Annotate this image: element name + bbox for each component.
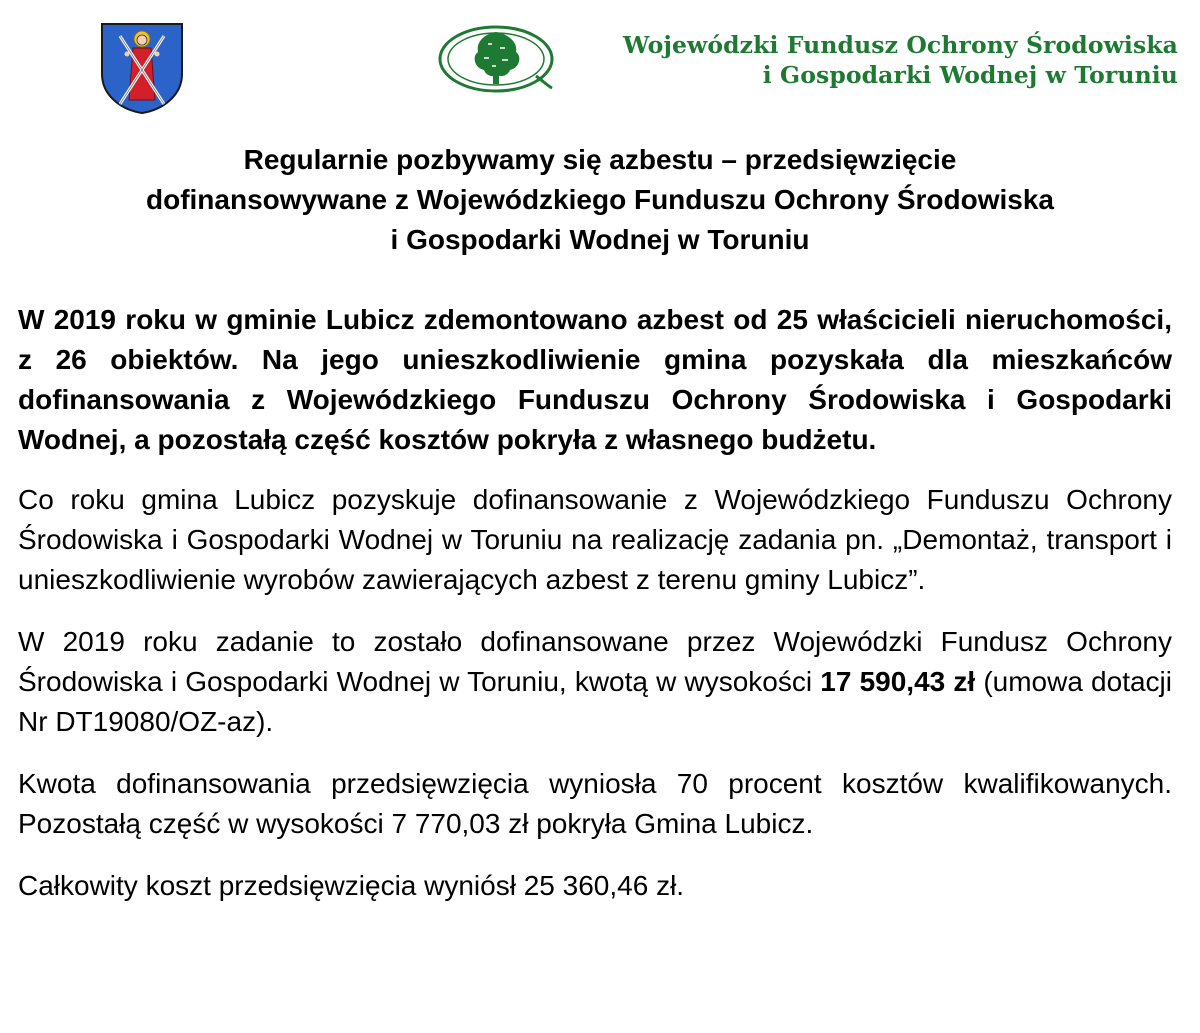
- funding-amount: 17 590,43 zł: [820, 666, 976, 697]
- title-line-2: dofinansowywane z Wojewódzkiego Funduszu Ochrony Środowiska: [145, 184, 1055, 215]
- paragraph-funding-2019-contract: (umowa dotacji Nr DT19080/OZ-az).: [18, 666, 1172, 737]
- fund-name-line-1: Wojewódzki Fundusz Ochrony Środowiska: [623, 31, 1178, 59]
- coat-of-arms-logo: [100, 22, 184, 114]
- paragraph-funding-share: Kwota dofinansowania przedsięwzięcia wyniosła 70 procent kosztów kwalifikowanych. Pozostałą część w wysokości 7 770,03 zł pokryła Gmina Lubicz.: [18, 768, 1172, 839]
- fund-name-line-2: i Gospodarki Wodnej w Toruniu: [762, 61, 1178, 89]
- fund-tree-logo: [436, 24, 556, 94]
- paragraph-funding-2019-text: W 2019 roku zadanie to zostało dofinansowane przez Wojewódzki Fundusz Ochrony Środowiska i Gospodarki Wodnej w Toruniu, kwotą w wysokości: [18, 626, 1172, 697]
- paragraph-total-cost: Całkowity koszt przedsięwzięcia wyniósł 25 360,46 zł.: [18, 870, 685, 901]
- document-title: [18, 140, 1182, 260]
- document-body: [18, 300, 1172, 906]
- title-line-3: i Gospodarki Wodnej w Toruniu: [390, 224, 810, 255]
- paragraph-funding-annual: Co roku gmina Lubicz pozyskuje dofinansowanie z Wojewódzkiego Funduszu Ochrony Środowiska i Gospodarki Wodnej w Toruniu na realizację zadania pn. „Demontaż, transport i unieszkodliwienie wyrobów zawierających azbest z terenu gminy Lubicz”.: [18, 484, 1172, 595]
- fund-name: [568, 30, 1178, 90]
- title-line-1: Regularnie pozbywamy się azbestu – przedsięwzięcie: [243, 144, 957, 175]
- paragraph-funding-2019: [18, 622, 1172, 742]
- lead-paragraph: W 2019 roku w gminie Lubicz zdemontowano azbest od 25 właścicieli nieruchomości, z 26 obiektów. Na jego unieszkodliwienie gmina pozyskała dla mieszkańców dofinansowania z Wojewódzkiego Funduszu Ochrony Środowiska i Gospodarki Wodnej, a pozostałą część kosztów pokryła z własnego budżetu.: [18, 304, 1172, 455]
- header: [0, 0, 1200, 130]
